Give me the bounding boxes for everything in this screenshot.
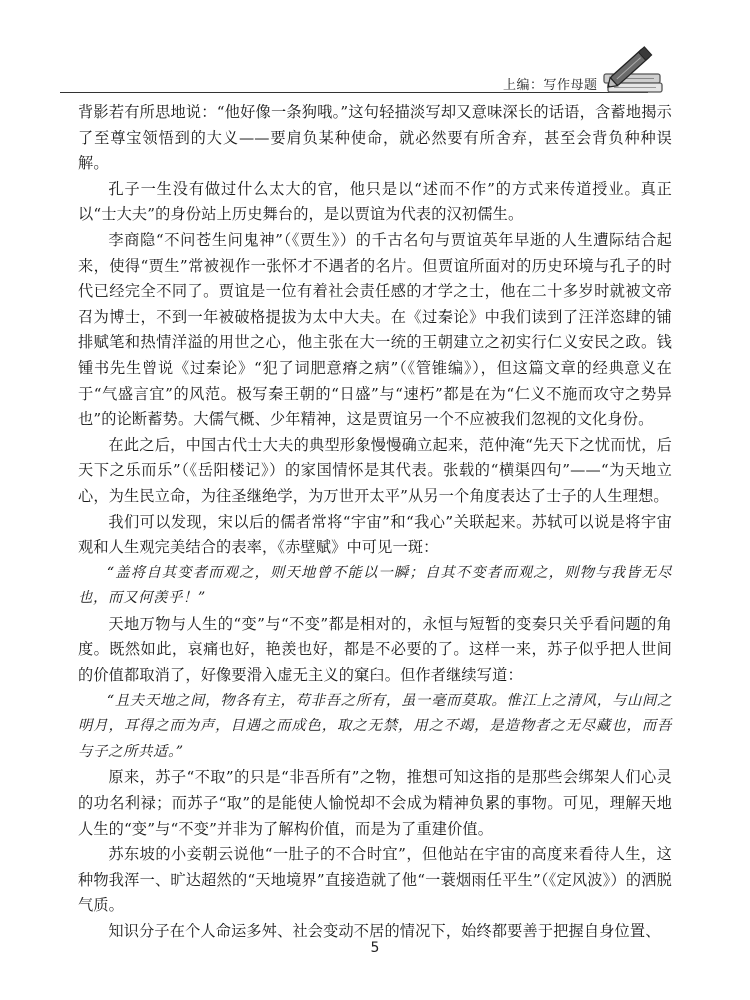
header-rule [60, 92, 648, 93]
main-text [78, 100, 672, 945]
page-number: 5 [370, 940, 380, 956]
paragraph-7: 原来，苏子“不取”的只是“非吾所有”之物，推想可知这指的是那些会绑架人们心灵的功名利禄；而苏子“取”的是能使人愉悦却不会成为精神负累的事物。可见，理解天地人生的“变”与“不变”并非为了解构价值，而是为了重建价值。 [78, 768, 672, 838]
paragraph-6: 天地万物与人生的“变”与“不变”都是相对的，永恒与短暂的变奏只关乎看问题的角度。既然如此，哀痛也好，艳羡也好，都是不必要的了。这样一来，苏子似乎把人世间的价值都取消了，好像要滑入虚无主义的窠臼。但作者继续写道： [78, 614, 672, 685]
quote-1: “盖将自其变者而观之，则天地曾不能以一瞬；自其不变者而观之，则物与我皆无尽也，而又何羡乎！” [78, 564, 672, 607]
books-and-pen-icon [598, 30, 668, 100]
header-title: 上编：写作母题 [503, 78, 598, 93]
paragraph-5: 我们可以发现，宋以后的儒者常将“宇宙”和“我心”关联起来。苏轼可以说是将宇宙观和人生观完美结合的表率，《赤壁赋》中可见一斑： [78, 512, 672, 557]
paragraph-4: 在此之后，中国古代士大夫的典型形象慢慢确立起来，范仲淹“先天下之忧而忧，后天下之乐而乐”（《岳阳楼记》）的家国情怀是其代表。张载的“横渠四句”——“为天地立心，为生民立命，为往圣继绝学，为万世开太平”从另一个角度表达了士子的人生理想。 [78, 435, 672, 505]
quote-2: “且夫天地之间，物各有主，苟非吾之所有，虽一毫而莫取。惟江上之清风，与山间之明月，耳得之而为声，目遇之而成色，取之无禁，用之不竭，是造物者之无尽藏也，而吾与子之所共适。” [78, 692, 672, 760]
paragraph-9: 知识分子在个人命运多舛、社会变动不居的情况下，始终都要善于把握自身位置、 [108, 922, 661, 940]
paragraph-8: 苏东坡的小妾朝云说他“一肚子的不合时宜”，但他站在宇宙的高度来看待人生，这种物我浑一、旷达超然的“天地境界”直接造就了他“一蓑烟雨任平生”（《定风波》）的洒脱气质。 [78, 845, 672, 915]
paragraph-1: 背影若有所思地说：“他好像一条狗哦。”这句轻描淡写却又意味深长的话语，含蓄地揭示了至尊宝领悟到的大义——要肩负某种使命，就必然要有所舍弃，甚至会背负种种误解。 [78, 103, 672, 173]
paragraph-3: 李商隐“不问苍生问鬼神”（《贾生》）的千古名句与贾谊英年早逝的人生遭际结合起来，使得“贾生”常被视作一张怀才不遇者的名片。但贾谊所面对的历史环境与孔子的时代已经完全不同了。贾谊是一位有着社会责任感的才学之士，他在二十多岁时就被文帝召为博士，不到一年被破格提拔为太中大夫。在《过秦论》中我们读到了汪洋恣肆的铺排赋笔和热情洋溢的用世之心，他主张在大一统的王朝建立之初实行仁义安民之政。钱锺书先生曾说《过秦论》“犯了词肥意瘠之病”（《管锥编》），但这篇文章的经典意义在于“气盛言宜”的风范。极写秦王朝的“日盛”与“速朽”都是在为“仁义不施而攻守之势异也”的论断蓄势。大儒气概、少年精神，这是贾谊另一个不应被我们忽视的文化身份。 [78, 230, 672, 429]
page-header [0, 0, 750, 100]
paragraph-2: 孔子一生没有做过什么太大的官，他只是以“述而不作”的方式来传道授业。真正以“士大夫”的身份站上历史舞台的，是以贾谊为代表的汉初儒生。 [78, 179, 672, 224]
